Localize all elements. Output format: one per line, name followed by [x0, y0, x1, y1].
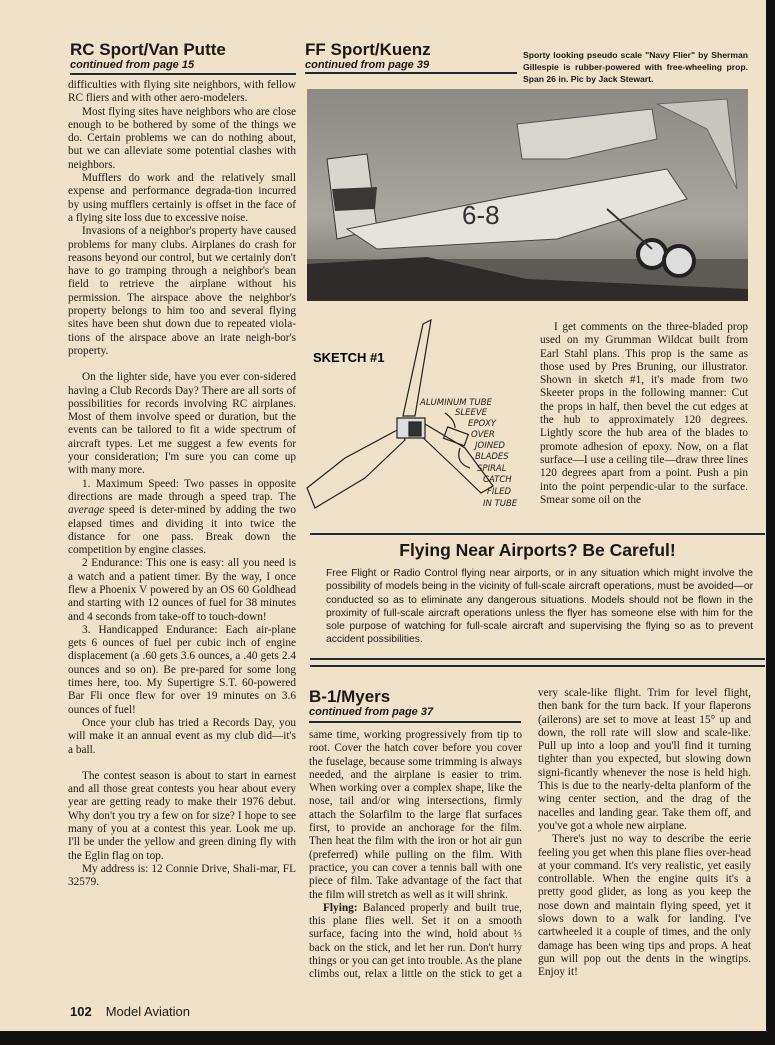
paragraph: The contest season is about to start in earnest and all those great contests you hear about every year are getting ready to make their 1976 debut. Why don't you try a few on for size? I hope to see many of you at a contest this year. Look me up. I'll be under the yellow and green dining fly with the Eglin flag on top.	[68, 769, 296, 862]
sketch-label: OVER	[471, 430, 495, 440]
sketch-label: EPOXY	[468, 419, 496, 429]
ff-sport-continued: continued from page 39	[305, 59, 430, 71]
paragraph: Invasions of a neighbor's property have caused problems for many clubs. Airplanes do crash for reasons beyond our control, but we certainly don't have to go tramping through a neighbor's bean field to retrieve the airplane without his permission. The airspace above the neighbor's property belongs to him too and several flying sites have been shut down due to repeated viola-tions of the airspace above an irate neigh-bor's property.	[68, 225, 296, 357]
sketch-label: SPIRAL	[477, 464, 507, 474]
text: 1. Maximum Speed: Two passes in opposite	[82, 477, 296, 490]
text: directions are made through a speed trap. The	[68, 490, 296, 503]
paragraph: same time, working progressively from tip to root. Cover the hatch cover before you cover the fuselage, because some trimming is always needed, and the airplane is easier to trim. When working over a complex shape, like the nose, tail and/or wing intersections, firmly attach the Solarfilm to the large flat surfaces first, to provide an anchorage for the film. Then heat the film with the iron or hot air gun (preferred) while pulling on the film. With practice, you can cover a tennis ball with one piece of film. Take advantage of the fact that the film will stretch as well as it will shrink.	[309, 729, 522, 901]
page-footer	[70, 1004, 190, 1019]
notice-body: Free Flight or Radio Control flying near airports, or in any situation which might involve the possibility of models being in the vicinity of full-scale aircraft operations, must be avoided—or conducted so as to eliminate any dangerous situations. Models should not be flown in the proximity of full-scale aircraft operations unless the flyer has someone else with him for the sole purpose of watching for full-scale aircraft and supervising the flying so as to prevent accident possibilities.	[326, 568, 753, 646]
airport-notice	[310, 534, 765, 647]
sketch-label: JOINED	[475, 441, 505, 451]
paragraph	[68, 478, 296, 558]
header-rule	[70, 73, 296, 75]
b1-title: B-1/Myers	[309, 687, 391, 706]
paragraph: 3. Handicapped Endurance: Each air-plane gets 6 ounces of fuel per cubic inch of engine displacement (a .60 gets 3.6 ounces, a .40 gets 2.4 ounces and so on). Be pre-pared for some long times here, too. My Supertigre S.T. 60-powered Bar Fli once flew for over 19 minutes on 3.6 ounces of fuel!	[68, 623, 296, 716]
sketch-title: SKETCH #1	[313, 350, 385, 365]
paragraph: Most flying sites have neighbors who are close enough to be bothered by some of the things we do. Certain problems we can do nothing about, but we can alleviate some potential clashes with neighbors.	[68, 105, 296, 171]
emphasis: average	[68, 504, 105, 517]
paragraph: difficulties with flying site neighbors, with fellow RC fliers and with other aero-modelers.	[68, 79, 296, 105]
notice-rule-bottom-2	[310, 665, 765, 667]
text: Balanced properly and built true, this plane flies well. Set it on a smooth surface, facing into the wind, hold about ⅓ back on the stick, and let her run. Don't hurry things or you can get into trouble. As the plane climbs out, relax a little on the stick to get a very scale-like flight. Trim for level flight, then bank for the turn back. If your flaperons (ailerons) are set to move at least 15° up and down, the roll rate will slow and scale-like. Pull up into a loop and you'll find it turning tighter than you expected, but slowing down signi-ficantly whenever the nose is held high. This is due to the nearly-delta planform of the wing center section, and the drag of the nacelles and landing gear. Take them off, and you've got a whole new airplane.	[309, 687, 751, 981]
flying-label: Flying:	[323, 901, 358, 914]
sketch-label: FILED	[487, 487, 512, 497]
sketch-label: BLADES	[475, 452, 509, 462]
sketch-label: IN TUBE	[483, 499, 518, 509]
scan-edge-right	[766, 0, 775, 1045]
fuselage-number: 6-8	[462, 200, 500, 230]
notice-rule-bottom	[310, 658, 765, 660]
rc-sport-continued: continued from page 15	[70, 59, 195, 71]
paragraph: I get comments on the three-bladed prop used on my Grumman Wildcat built from Earl Stahl plans. This prop is the same as those used by Pres Bruning, our illustrator. Shown in sketch #1, it's made from two Skeeter props in the following manner: Cut the props in half, then bevel the cut edges at the hub to approximately 120 degrees. Lightly score the hub area of the blades to promote adhesion of epoxy. Now, on a flat surface—I use a ceiling tile—draw three lines 120 degrees apart from a point. Push a pin into the point perpendic-ular to the surface. Smear some oil on the	[540, 321, 748, 506]
paragraph: 2 Endurance: This one is easy: all you need is a watch and a patient timer. By the way, I once flew a Phoenix V powered by an OS 60 Goldhead and starting with 12 ounces of fuel for 38 minutes and 4 seconds from take-off to touch-down!	[68, 557, 296, 623]
b1-header	[309, 687, 521, 723]
b1-continued: continued from page 37	[309, 706, 434, 718]
paragraph: Once your club has tried a Records Day, you will make it an annual event as my club did—it's a ball.	[68, 716, 296, 756]
paragraph: There's just no way to describe the eerie feeling you get when this plane flies over-head at your command. It's very realistic, yet easily controllable. When the engine quits it's a pretty good glider, as long as you keep the nose down and maintain flying speed, yet it slows down to a walk for landing. I've cartwheeled it a couple of times, and the only damage has been wing tips and props. A heat gun will pop out the dents in the wingtips. Enjoy it!	[538, 833, 751, 979]
ff-sport-header	[305, 40, 431, 72]
sketch-label: SLEEVE	[455, 408, 488, 418]
navy-flier-photo	[307, 89, 748, 301]
sketch-label: CATCH	[483, 475, 512, 485]
sketch-label: ALUMINUM TUBE	[420, 398, 492, 408]
page-number: 102	[70, 1004, 92, 1019]
scan-edge-bottom	[0, 1031, 775, 1045]
rc-sport-header	[70, 40, 226, 72]
text: speed is deter-mined by adding the two elapsed times and dividing it into twice the distance for one pass. Break down the competition by engine classes.	[68, 504, 297, 557]
notice-title: Flying Near Airports? Be Careful!	[399, 540, 676, 560]
rc-sport-title: RC Sport/Van Putte	[70, 40, 226, 59]
paragraph: My address is: 12 Connie Drive, Shali-mar, FL 32579.	[68, 862, 296, 889]
sketch-1	[305, 318, 535, 518]
ff-sport-body	[540, 321, 748, 507]
airplane-image	[307, 89, 748, 301]
paragraph: On the lighter side, have you ever con-sidered having a Club Records Day? There are all sorts of possibilities for records involving RC airplanes. Most of them involve speed or duration, but the events can be tailored to fit a wide spectrum of aircraft types. Let me suggest a few events for your consideration; I'm sure you can come up with many more.	[68, 371, 296, 477]
photo-caption: Sporty looking pseudo scale "Navy Flier" by Sherman Gillespie is rubber-powered with free-wheeling prop. Span 26 in. Pic by Jack Stewart.	[523, 50, 748, 84]
magazine-name: Model Aviation	[105, 1004, 191, 1019]
paragraph: Mufflers do work and the relatively small expense and performance degrada-tion incurred by using mufflers certainly is offset in the face of a flying site loss due to excessive noise.	[68, 172, 296, 224]
ff-sport-title: FF Sport/Kuenz	[305, 40, 431, 59]
header-rule	[305, 72, 517, 74]
b1-article	[309, 687, 751, 982]
rc-sport-body	[68, 79, 296, 890]
